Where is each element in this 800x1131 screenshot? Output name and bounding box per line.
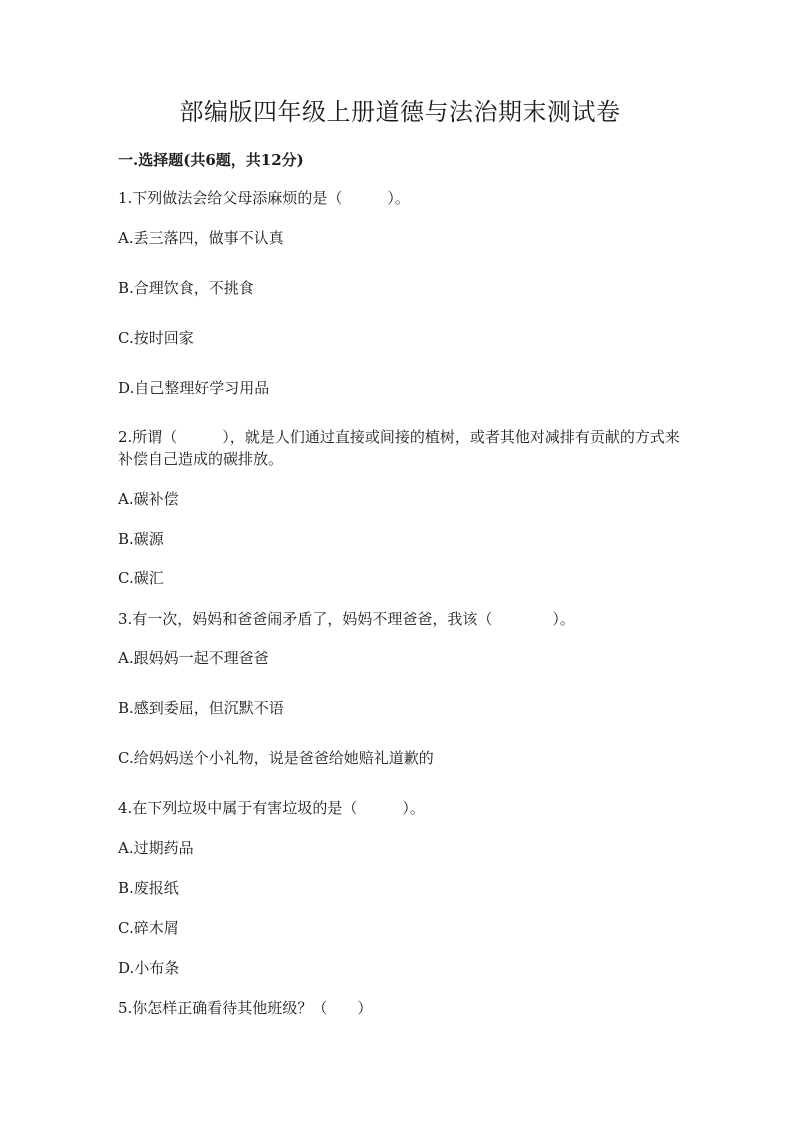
question-3-option-b: B.感到委屈，但沉默不语 (118, 699, 284, 717)
question-4-option-c: C.碎木屑 (118, 919, 179, 937)
question-1-stem: 1.下列做法会给父母添麻烦的是（ ）。 (118, 189, 410, 207)
question-1-option-b: B.合理饮食，不挑食 (118, 279, 254, 297)
question-2-option-c: C.碳汇 (118, 569, 164, 587)
question-2-option-b: B.碳源 (118, 530, 164, 548)
question-4-stem: 4.在下列垃圾中属于有害垃圾的是（ ）。 (118, 799, 425, 817)
page-title: 部编版四年级上册道德与法治期末测试卷 (179, 98, 621, 126)
question-3-option-c: C.给妈妈送个小礼物，说是爸爸给她赔礼道歉的 (118, 749, 434, 767)
question-4-option-a: A.过期药品 (118, 839, 194, 857)
question-3-option-a: A.跟妈妈一起不理爸爸 (118, 649, 269, 667)
question-1-option-c: C.按时回家 (118, 329, 194, 347)
question-1-option-a: A.丢三落四，做事不认真 (118, 229, 284, 247)
question-4-option-b: B.废报纸 (118, 879, 179, 897)
question-5-stem: 5.你怎样正确看待其他班级？（ ） (118, 999, 373, 1017)
question-4-option-d: D.小布条 (118, 959, 180, 977)
section-heading: 一.选择题(共6题，共12分) (118, 151, 304, 169)
question-1-option-d: D.自己整理好学习用品 (118, 379, 270, 397)
question-2-option-a: A.碳补偿 (118, 490, 179, 508)
question-3-stem: 3.有一次，妈妈和爸爸闹矛盾了，妈妈不理爸爸，我该（ ）。 (118, 610, 575, 628)
question-2-stem: 2.所谓（ ），就是人们通过直接或间接的植树，或者其他对减排有贡献的方式来补偿自己造成的碳排放。 (118, 428, 680, 468)
